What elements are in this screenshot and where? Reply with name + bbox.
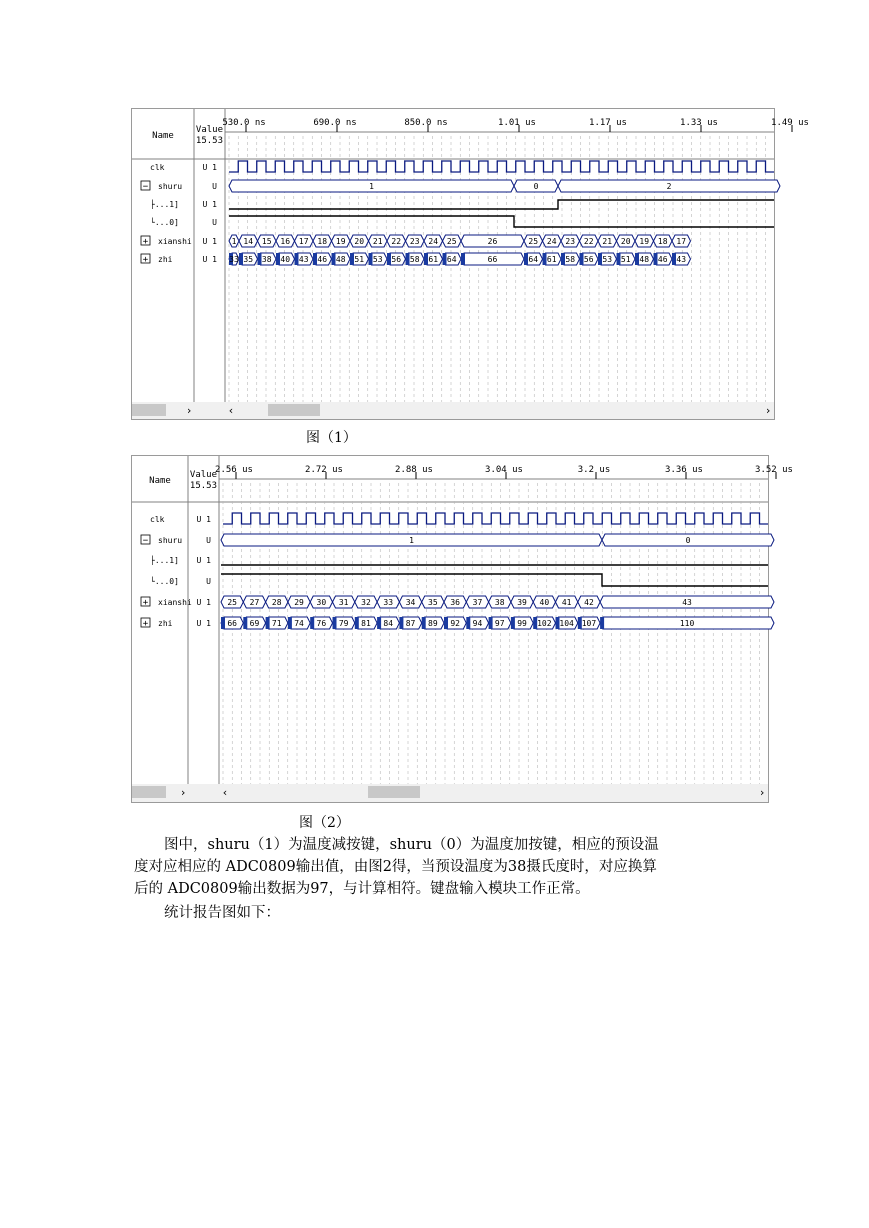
zhi-bus-edge [266,617,270,629]
signal-value-1: U [206,536,211,545]
zhi-bus-value: 48 [639,255,650,264]
zhi-bus-value: 58 [565,255,576,264]
zhi-bus-value: 89 [428,619,438,628]
name-scroll-arrow: › [179,786,187,799]
wave-scroll-thumb [268,404,320,416]
zhi-bus-value: 40 [280,255,291,264]
zhi-bus-edge [276,253,280,265]
time-ruler-label: 3.52 us [755,465,793,475]
zhi-bus-edge [635,253,639,265]
shuru-bus-value: 1 [409,536,414,545]
zhi-bus-edge [424,253,428,265]
paragraph-line-3: 后的 ADC0809输出数据为97，与计算相符。键盘输入模块工作正常。 [134,881,590,897]
value-column-time: 15.53 [195,136,223,146]
value-column-header: Value [195,125,223,135]
zhi-bus-edge [350,253,354,265]
xianshi-bus-value: 20 [620,237,631,246]
zhi-bus-edge [524,253,528,265]
zhi-bus-value: 51 [620,255,631,264]
zhi-bus-value: 61 [546,255,557,264]
xianshi-bus-value: 21 [602,237,613,246]
zhi-bus-edge [489,617,493,629]
signal-name-5: zhi [158,619,173,628]
xianshi-bus-value: 29 [294,598,304,607]
zhi-bus-edge [288,617,292,629]
zhi-bus-value: 84 [383,619,394,628]
signal-name-1: shuru [158,182,183,191]
zhi-bus-value: 79 [338,619,349,628]
zhi-bus-edge [654,253,658,265]
zhi-bus-edge [511,617,515,629]
xianshi-bus-value: 15 [261,237,272,246]
zhi-bus-value: 58 [409,255,420,264]
xianshi-bus-value: 43 [682,598,692,607]
zhi-bus-value: 48 [335,255,346,264]
xianshi-bus-value: 27 [249,598,260,607]
zhi-bus-edge [377,617,381,629]
zhi-bus-edge [598,253,602,265]
signal-value-0: U 1 [202,163,217,172]
zhi-bus-value: 99 [517,619,527,628]
time-ruler-label: 3.04 us [485,465,523,475]
xianshi-bus-value: 21 [372,237,383,246]
zhi-bus-value: 64 [446,255,457,264]
zhi-bus-value: 53 [372,255,383,264]
xianshi-bus-value: 25 [227,598,237,607]
xianshi-bus-value: 23 [565,237,576,246]
signal-value-3: U [206,577,211,586]
paragraph-line-4: 统计报告图如下： [164,905,280,921]
zhi-bus-value: 104 [559,619,574,628]
signal-name-3: └...0] [150,218,179,227]
zhi-bus-value: 107 [581,619,597,628]
xianshi-bus-value: 18 [317,237,328,246]
xianshi-bus-value: 23 [409,237,420,246]
signal-value-3: U [212,218,217,227]
time-ruler-label: 3.36 us [665,465,703,475]
xianshi-bus-value: 22 [391,237,402,246]
zhi-bus-edge [355,617,359,629]
zhi-bus-edge [295,253,299,265]
xianshi-bus-value: 25 [528,237,539,246]
name-column-header: Name [149,476,171,486]
zhi-bus-edge [332,253,336,265]
value-column-header: Value [189,470,217,480]
zhi-bus-edge [443,253,447,265]
signal-name-0: clk [150,515,165,524]
zhi-bus-value: 76 [316,619,327,628]
value-column-time: 15.53 [189,481,217,491]
zhi-bus-value: 33 [229,255,239,264]
xianshi-bus-value: 30 [316,598,327,607]
expand-toggle-glyph: − [142,182,149,192]
figure-caption-1: 图（1） [306,430,357,446]
time-ruler-label: 3.2 us [577,465,611,475]
signal-name-5: zhi [158,255,173,264]
zhi-bus-edge [580,253,584,265]
zhi-bus-value: 87 [405,619,416,628]
xianshi-bus-value: 14 [243,237,254,246]
xianshi-bus-value: 19 [639,237,650,246]
zhi-bus-edge [333,617,337,629]
paragraph-line-1: 图中，shuru（1）为温度减按键，shuru（0）为温度加按键，相应的预设温 [164,837,659,853]
zhi-bus-value: 43 [676,255,687,264]
xianshi-bus-value: 39 [517,598,527,607]
zhi-bus-value: 56 [583,255,594,264]
zhi-bus-edge [461,253,465,265]
waveform-panel-1 [131,108,809,420]
zhi-bus-value: 64 [528,255,539,264]
xianshi-bus-value: 28 [271,598,282,607]
signal-name-0: clk [150,163,165,172]
shuru-bus-value: 0 [685,536,691,545]
xianshi-bus-value: 42 [584,598,594,607]
figure-caption-2: 图（2） [299,815,350,831]
zhi-bus-edge [672,253,676,265]
zhi-bus-edge [399,617,403,629]
signal-value-4: U 1 [202,237,217,246]
xianshi-bus-value: 38 [494,598,505,607]
zhi-bus-edge [406,253,410,265]
wave-scroll-left-arrow: ‹ [221,786,229,799]
signal-name-3: └...0] [150,577,179,586]
waveform-svg-2 [132,456,793,802]
zhi-bus-value: 110 [679,619,695,628]
zhi-bus-value: 38 [261,255,272,264]
xianshi-bus-value: 37 [472,598,483,607]
xianshi-bus-value: 22 [583,237,594,246]
time-ruler-label: 1.33 us [680,118,718,128]
xianshi-bus-value: 31 [338,598,349,607]
zhi-bus-value: 74 [294,619,304,628]
zhi-bus-edge [617,253,621,265]
time-ruler-label: 690.0 ns [313,118,357,128]
xianshi-bus-value: 17 [676,237,687,246]
time-ruler-label: 850.0 ns [404,118,448,128]
wave-scroll-thumb [368,786,420,798]
shuru-bus-value: 0 [533,182,539,191]
xianshi-bus-value: 35 [428,598,438,607]
xianshi-bus-value: 24 [546,237,557,246]
zhi-bus-value: 66 [487,255,498,264]
zhi-bus-edge [243,617,247,629]
xianshi-bus-value: 33 [383,598,394,607]
expand-toggle-glyph: + [142,255,149,265]
time-ruler-label: 530.0 ns [222,118,266,128]
xianshi-bus-value: 20 [354,237,365,246]
wave-scroll-left-arrow: ‹ [227,404,235,417]
signal-value-0: U 1 [196,515,211,524]
shuru-bus-value: 1 [369,182,374,191]
waveform-panel-2 [131,455,793,803]
zhi-bus-edge [369,253,373,265]
zhi-bus-value: 69 [249,619,260,628]
wave-scroll-right-arrow: › [758,786,766,799]
zhi-bus-value: 94 [472,619,483,628]
zhi-bus-edge [561,253,565,265]
zhi-bus-value: 61 [428,255,439,264]
xianshi-bus-value: 17 [298,237,309,246]
xianshi-bus-value: 34 [405,598,416,607]
zhi-bus-value: 97 [494,619,505,628]
zhi-bus-edge [543,253,547,265]
xianshi-bus-value: 40 [539,598,550,607]
signal-name-2: ├...1] [150,556,179,565]
signal-name-4: xianshi [158,237,192,246]
xianshi-bus-value: 25 [446,237,457,246]
zhi-bus-value: 92 [450,619,460,628]
signal-value-5: U 1 [196,619,211,628]
time-ruler-label: 1.01 us [498,118,536,128]
expand-toggle-glyph: + [142,598,149,608]
signal-value-4: U 1 [196,598,211,607]
xianshi-bus-value: 26 [487,237,498,246]
zhi-bus-edge [444,617,448,629]
signal-value-5: U 1 [202,255,217,264]
xianshi-bus-value: 16 [280,237,291,246]
zhi-bus-edge [387,253,391,265]
zhi-bus-value: 51 [354,255,365,264]
zhi-bus-value: 53 [602,255,613,264]
signal-name-4: xianshi [158,598,192,607]
zhi-bus-edge [239,253,243,265]
shuru-bus-value: 2 [666,182,672,191]
signal-value-2: U 1 [196,556,211,565]
xianshi-bus-value: 41 [561,598,572,607]
expand-toggle-glyph: − [142,536,149,546]
time-ruler-label: 2.56 us [215,465,253,475]
waveform-svg-1 [132,109,809,419]
time-ruler-label: 2.72 us [305,465,343,475]
zhi-bus-value: 81 [361,619,371,628]
zhi-bus-value: 46 [657,255,668,264]
signal-name-1: shuru [158,536,183,545]
signal-name-2: ├...1] [150,200,179,209]
xianshi-bus-value: 1 [231,237,237,246]
xianshi-bus-value: 19 [335,237,346,246]
zhi-bus-value: 66 [227,619,237,628]
zhi-bus-edge [313,253,317,265]
name-column-header: Name [152,131,174,141]
zhi-bus-edge [310,617,314,629]
zhi-bus-value: 56 [391,255,402,264]
expand-toggle-glyph: + [142,619,149,629]
zhi-bus-value: 35 [243,255,254,264]
xianshi-bus-value: 36 [450,598,460,607]
wave-scroll-right-arrow: › [764,404,772,417]
name-scroll-thumb [132,786,166,798]
expand-toggle-glyph: + [142,237,149,247]
xianshi-bus-value: 18 [657,237,668,246]
name-scroll-arrow: › [185,404,193,417]
xianshi-bus-value: 24 [428,237,439,246]
name-scroll-thumb [132,404,166,416]
zhi-bus-edge [600,617,604,629]
zhi-bus-edge [466,617,470,629]
zhi-bus-value: 71 [271,619,282,628]
zhi-bus-edge [221,617,225,629]
signal-value-2: U 1 [202,200,217,209]
time-ruler-label: 1.49 us [771,118,809,128]
xianshi-bus-value: 32 [361,598,371,607]
zhi-bus-edge [258,253,262,265]
zhi-bus-value: 46 [317,255,328,264]
zhi-bus-edge [422,617,426,629]
time-ruler-label: 1.17 us [589,118,627,128]
zhi-bus-value: 102 [537,619,552,628]
signal-value-1: U [212,182,217,191]
time-ruler-label: 2.88 us [395,465,433,475]
paragraph-line-2: 度对应相应的 ADC0809输出值，由图2得，当预设温度为38摄氏度时，对应换算 [134,859,657,875]
zhi-bus-value: 43 [298,255,309,264]
